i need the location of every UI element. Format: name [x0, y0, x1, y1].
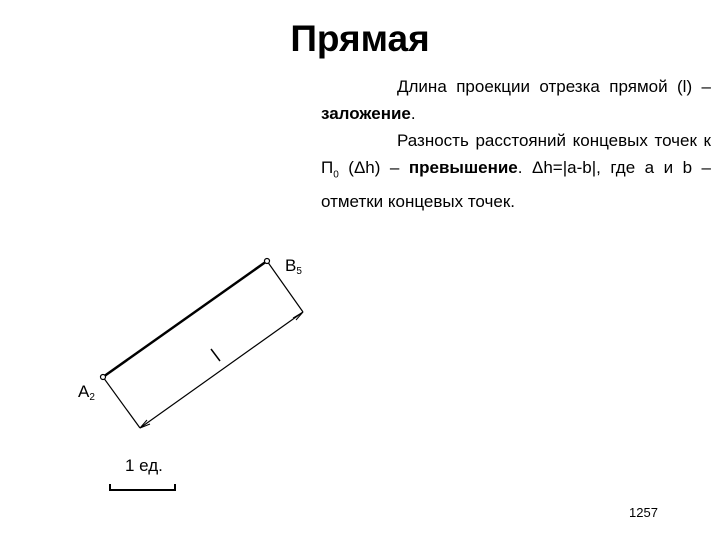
page-title: Прямая	[290, 18, 430, 59]
point-a-marker	[101, 375, 106, 380]
paragraph2-text: Разность расстояний концевых точек к П	[321, 131, 711, 177]
point-a-label: $A_2$	[78, 382, 95, 403]
paragraph1-end: .	[410, 104, 416, 123]
extension-line-a	[103, 377, 140, 428]
paragraph1-text: Длина проекции отрезка прямой (l) –	[397, 77, 711, 96]
projection-label-l	[211, 349, 220, 361]
plane-index: 0	[333, 169, 339, 181]
segment-ab	[103, 261, 267, 377]
page-number: 1257	[629, 505, 658, 520]
scale-label: 1 ед.	[125, 456, 163, 475]
dimension-line	[140, 312, 303, 428]
paragraph2-end: . Δh=|a-b|, где a и b – отметки концевых точек.	[321, 158, 711, 212]
term-prevyshenie: превышение	[408, 158, 518, 177]
scale-bracket	[110, 484, 175, 490]
point-b-label: $B_5$	[285, 256, 302, 277]
point-b-marker	[265, 259, 270, 264]
paragraph2-mid: (Δh) –	[338, 158, 409, 177]
term-zalozhenie: заложение	[321, 104, 411, 123]
